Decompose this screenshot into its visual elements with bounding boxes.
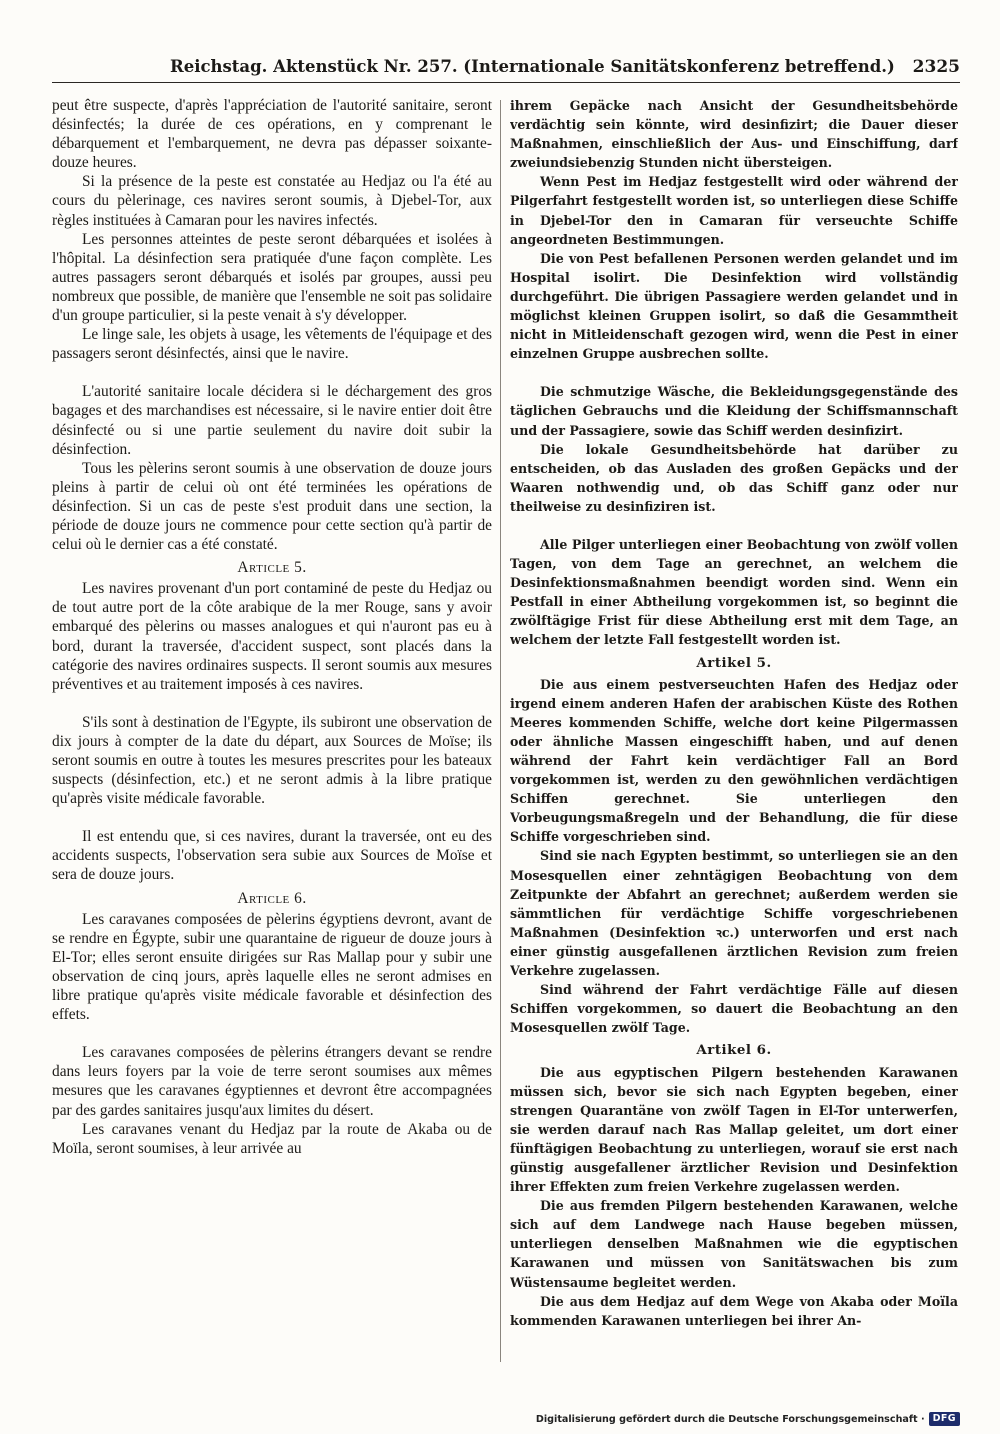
german-paragraph: Sind während der Fahrt verdächtige Fälle auf diesen Schiffen vorgekommen, so dauert die Beobachtung an den Mosesquellen zwölf Tage.	[510, 982, 958, 1036]
french-paragraph: Les personnes atteintes de peste seront débarquées et isolées à l'hôpital. La désinfection sera pratiquée d'une façon complète. Les autres passagers seront débarqués et isolés par groupes, aussi peu nombreux que possible, de manière que l'ensemble ne soit pas solidaire d'un groupe particulier, si la peste venait à s'y développer.	[52, 230, 492, 325]
german-article-heading: Artikel 6.	[696, 1042, 772, 1059]
dfg-logo: DFG	[929, 1412, 960, 1426]
german-paragraph: Die aus dem Hedjaz auf dem Wege von Akaba oder Moïla kommenden Karawanen unterliegen bei ihrer An-	[510, 1293, 958, 1328]
german-paragraph: Wenn Pest im Hedjaz festgestellt wird oder während der Pilgerfahrt festgestellt worden ist, so unterliegen diese Schiffe in Djebel-Tor den in Camaran für verseuchte Schiffe angeordneten Bestimmungen.	[510, 174, 958, 247]
german-paragraph: ihrem Gepäcke nach Ansicht der Gesundheitsbehörde verdächtig sein könnte, wird desinfizirt; die Dauer dieser Maßnahmen, einschließlich der Aus- und Einschiffung, darf zweiundsiebenzig Stunden nicht übersteigen.	[510, 98, 958, 171]
french-paragraph: peut être suspecte, d'après l'appréciation de l'autorité sanitaire, seront désinfectés; la durée de ces opérations, en y comprenant le débarquement et l'embarquement, ne devra pas dépasser soixante-douze heures.	[52, 97, 492, 172]
french-paragraph: Il est entendu que, si ces navires, durant la traversée, ont eu des accidents suspects, l'observation sera subie aux Sources de Moïse et sera de douze jours.	[52, 828, 492, 884]
german-paragraph: Die aus fremden Pilgern bestehenden Karawanen, welche sich auf dem Landwege nach Hause begeben müssen, unterliegen denselben Maßnahmen wie die egyptischen Karawanen und müssen von Sanitätswachen bis zum Wüstensaume begleitet werden.	[510, 1198, 958, 1290]
running-title: Reichstag. Aktenstück Nr. 257. (Internationale Sanitätskonferenz betreffend.)	[170, 57, 895, 76]
german-paragraph: Die von Pest befallenen Personen werden gelandet und im Hospital isolirt. Die Desinfektion wird vollständig durchgeführt. Die übrigen Passagiere werden gelandet und in möglichst kleinen Gruppen isolirt, so daß die Gesammtheit nicht in Mitleidenschaft gezogen wird, wenn die Pest in einer einzelnen Gruppe ausbrechen sollte.	[510, 250, 958, 362]
german-column	[510, 96, 958, 1366]
page-number: 2325	[912, 57, 960, 77]
french-article-heading: Article 6.	[237, 889, 307, 907]
french-paragraph: L'autorité sanitaire locale décidera si le déchargement des gros bagages et des marchandises est nécessaire, si le navire entier doit être désinfecté ou si une partie seulement du navire doit subir la désinfection.	[52, 383, 492, 458]
german-paragraph: Die lokale Gesundheitsbehörde hat darüber zu entscheiden, ob das Ausladen des großen Gepäcks und der Waaren nothwendig und, ob das Schiff ganz oder nur theilweise zu desinfiziren ist.	[510, 441, 958, 514]
german-article-heading: Artikel 5.	[696, 654, 772, 671]
french-paragraph: Tous les pèlerins seront soumis à une observation de douze jours pleins à partir de celui où ont été terminées les opérations de désinfection. Si un cas de peste s'est produit dans une section, la période de douze jours ne commence pour cette section qu'à partir de celui où le dernier cas a été constaté.	[52, 459, 492, 554]
french-column	[52, 96, 492, 1366]
french-paragraph: Le linge sale, les objets à usage, les vêtements de l'équipage et des passagers seront désinfectés, ainsi que le navire.	[52, 326, 492, 363]
credit-text: Digitalisierung gefördert durch die Deutsche Forschungsgemeinschaft ·	[535, 1413, 925, 1425]
german-paragraph: Die aus einem pestverseuchten Hafen des Hedjaz oder irgend einem anderen Hafen der arabischen Küste des Rothen Meeres kommenden Schiffe, welche dort keine Pilgermassen oder ähnliche Massen eingeschifft haben, und auf denen während der Fahrt kein verdächtiger Fall an Bord vorgekommen ist, werden zu den gewöhnlichen verdächtigen Schiffen gerechnet. Sie unterliegen den Vorbeugungsmaßregeln und der Behandlung, die für diese Schiffe vorgeschrieben sind.	[510, 676, 958, 845]
german-paragraph: Die aus egyptischen Pilgern bestehenden Karawanen müssen sich, bevor sie sich nach Egypten begeben, einer strengen Quarantäne von zwölf Tagen in El-Tor unterwerfen, sie werden darauf nach Ras Mallap geleitet, um dort einer fünftägigen Beobachtung zu unterliegen, worauf sie erst nach günstig ausgefallener ärztlicher Revision und Desinfektion ihrer Effekten zum freien Verkehre zugelassen werden.	[510, 1064, 958, 1195]
french-paragraph: S'ils sont à destination de l'Egypte, ils subiront une observation de dix jours à compter de la date du départ, aux Sources de Moïse; ils seront soumis en outre à toutes les mesures prescrites pour les bateaux suspects (désinfection, etc.) et ne seront admis à la libre pratique qu'après visite médicale favorable.	[52, 713, 492, 808]
french-paragraph: Si la présence de la peste est constatée au Hedjaz ou l'a été au cours du pèlerinage, ces navires seront soumis, à Djebel-Tor, aux règles instituées à Camaran pour les navires infectés.	[52, 173, 492, 229]
german-paragraph: Die schmutzige Wäsche, die Bekleidungsgegenstände des täglichen Gebrauchs und die Kleidung der Schiffsmannschaft und der Passagiere, sowie das Schiff werden desinfizirt.	[510, 384, 958, 438]
french-paragraph: Les caravanes venant du Hedjaz par la route de Akaba ou de Moïla, seront soumises, à leur arrivée au	[52, 1120, 492, 1157]
german-paragraph: Sind sie nach Egypten bestimmt, so unterliegen sie an den Mosesquellen einer zehntägigen Beobachtung von dem Zeitpunkte der Abfahrt an gerechnet; außerdem werden sie sämmtlichen für verdächtige Schiffe vorgeschriebenen Maßnahmen (Desinfektion ꝛc.) unterworfen und erst nach einer günstig ausgefallenen ärztlichen Revision zum freien Verkehre zugelassen.	[510, 848, 958, 979]
french-paragraph: Les navires provenant d'un port contaminé de peste du Hedjaz ou de tout autre port de la côte arabique de la mer Rouge, sans y avoir embarqué des pèlerins ou masses analogues et qui n'auront pas eu à bord, durant la traversée, d'accident suspect, sont placés dans la catégorie des navires ordinaires suspects. Il seront soumis aux mesures préventives et au traitement imposés à ces navires.	[52, 580, 492, 693]
column-divider	[500, 100, 501, 1362]
french-article-heading: Article 5.	[237, 559, 307, 577]
french-paragraph: Les caravanes composées de pèlerins étrangers devant se rendre dans leurs foyers par la voie de terre seront soumises aux mêmes mesures que les caravanes égyptiennes et devront être accompagnées par des gardes sanitaires jusqu'aux limites du désert.	[52, 1044, 492, 1119]
page-header	[52, 56, 960, 83]
german-paragraph: Alle Pilger unterliegen einer Beobachtung von zwölf vollen Tagen, von dem Tage an gerechnet, an welchem die Desinfektionsmaßnahmen beendigt worden sind. Wenn ein Pestfall in einer Abtheilung vorgekommen ist, so beginnt die zwölftägige Frist für diese Abtheilung erst mit dem Tage, an welchem der letzte Fall festgestellt worden ist.	[510, 536, 958, 648]
digitization-credit	[536, 1411, 960, 1427]
french-paragraph: Les caravanes composées de pèlerins égyptiens devront, avant de se rendre en Égypte, subir une quarantaine de rigueur de douze jours à El-Tor; elles seront ensuite dirigées sur Ras Mallap pour y subir une observation de cinq jours, après laquelle elles ne seront admises en libre pratique qu'après visite médicale favorable et désinfection des effets.	[52, 910, 492, 1024]
